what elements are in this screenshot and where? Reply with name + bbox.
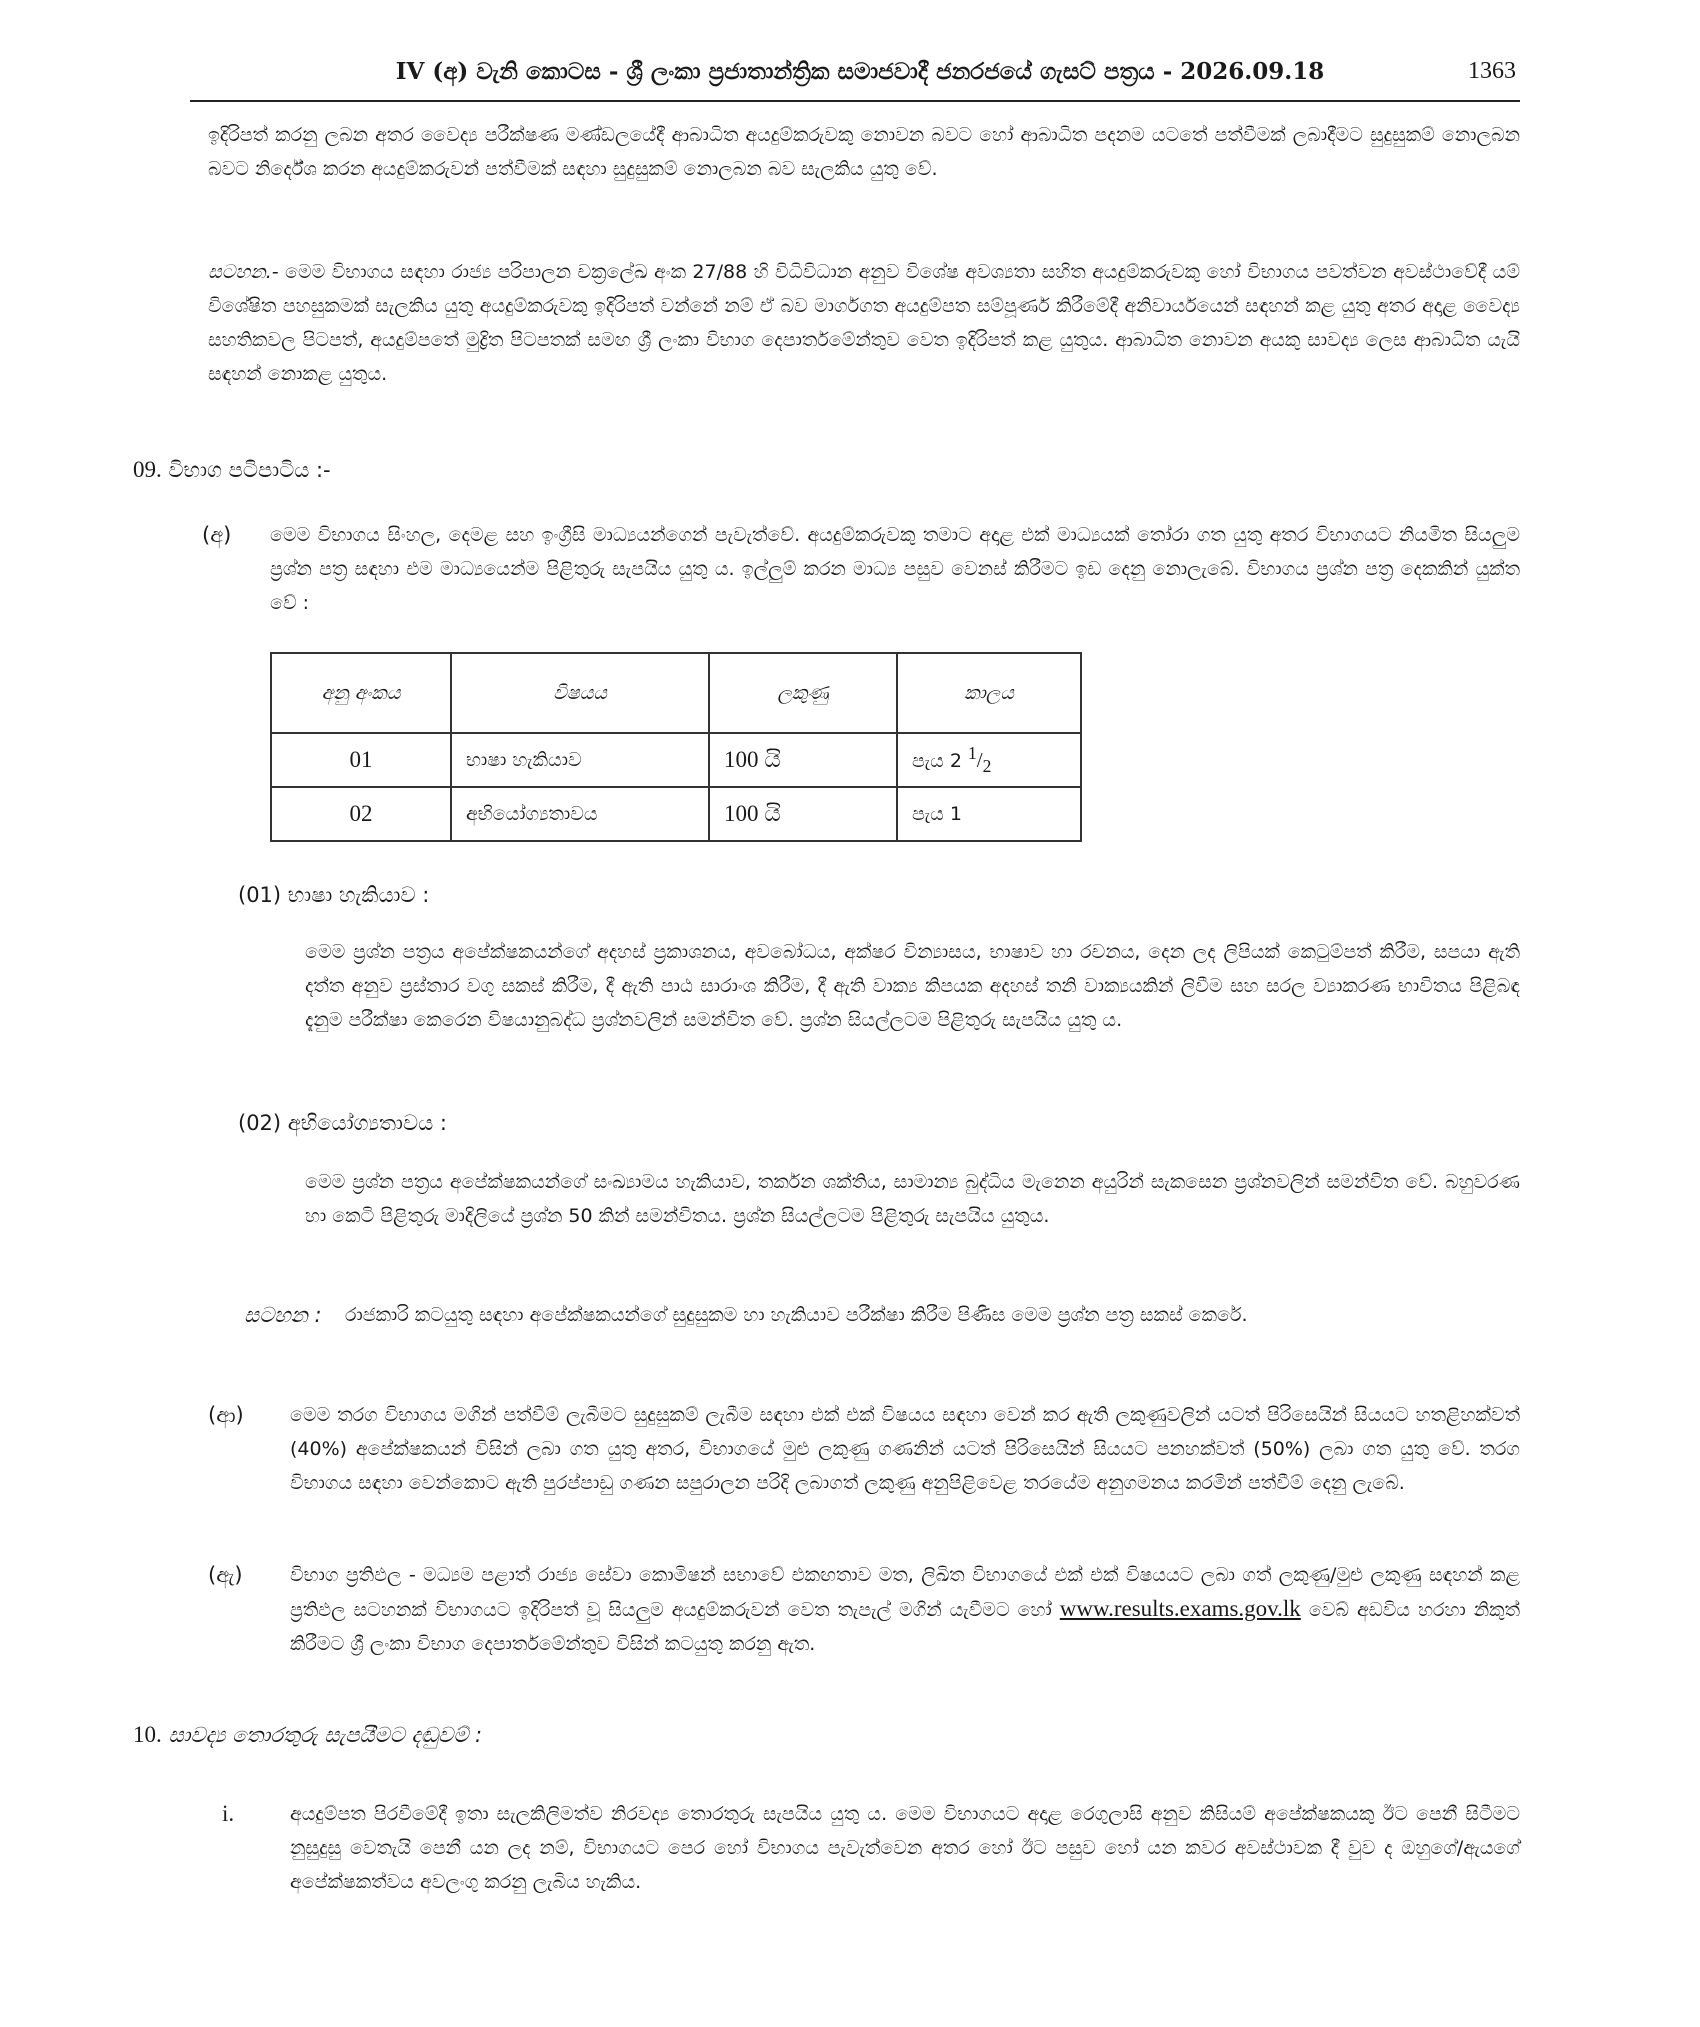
item-aa-marker: (ආ)	[208, 1403, 244, 1427]
section-9-heading	[133, 455, 331, 485]
results-text-after: වෙබ් අඩවිය හරහා නිකුත් කිරීමට ශ්‍රී ලංකා විභාග දෙපාර්තමේන්තුව විසින් කටයුතු කරනු ඇත.	[290, 1599, 1520, 1655]
row-marks: 100 යි	[709, 733, 897, 787]
section-title: සාවද්‍ය තොරතුරු සැපයීමට දඬුවම් :	[168, 1723, 483, 1747]
note-label: සටහන.-	[208, 261, 279, 283]
header-rule	[190, 100, 1520, 102]
section-10-heading	[133, 1720, 482, 1750]
row-subject: භාෂා හැකියාව	[451, 733, 709, 787]
row-time	[897, 733, 1081, 787]
subjects-table	[270, 652, 1082, 842]
item-ae-text	[290, 1558, 1520, 1661]
header-marks: ලකුණු	[709, 653, 897, 733]
note-2-label: සටහන :	[244, 1303, 322, 1327]
note-special-needs	[208, 255, 1520, 391]
paper-1-text: මෙම ප්‍රශ්න පත්‍රය අපේක්ෂකයන්ගේ අදහස් ප්‍රකාශනය, අවබෝධය, අක්ෂර වින්‍යාසය, භාෂාව හා රචනය, දෙන ලද ලිපියක් කෙටුම්පත් කිරීම, සපයා ඇති දත්ත අනුව ප්‍රස්තාර වගු සකස් කිරීම, දී ඇති පාඨ සාරාංශ කිරීම, දී ඇති වාක්‍ය කිපයක අදහස් තනි වාක්‍යයකින් ලිවීම සහ සරල ව්‍යාකරණ භාවිතය පිළිබඳ දැනුම පරීක්ෂා කෙරෙන විෂයානුබද්ධ ප්‍රශ්නවලින් සමන්විත වේ. ප්‍රශ්න සියල්ලටම පිළිතුරු සැපයිය යුතු ය.	[305, 941, 1520, 1031]
row-serial: 01	[271, 733, 451, 787]
note-text: මෙම විභාගය සඳහා රාජ්‍ය පරිපාලන චක්‍රලේඛ අංක 27/88 හි විධිවිධාන අනුව විශේෂ අවශ්‍යතා සහිත අයදුම්කරුවකු හෝ විභාගය පවත්වන අවස්ථාවේදී යම් විශේෂිත පහසුකමක් සැලකිය යුතු අයදුම්කරුවකු ඉදිරිපත් වන්නේ නම් ඒ බව මාර්ගගත අයදුම්පත සම්පූර්ණ කිරීමේදී අනිවාර්යයෙන් සඳහන් කළ යුතු අතර අදාළ වෛද්‍ය සහතිකවල පිටපත්, අයදුම්පතේ මුද්‍රිත පිටපතක් සමඟ ශ්‍රී ලංකා විභාග දෙපාර්තමේන්තුව වෙත ඉදිරිපත් කළ යුතුය. ආබාධිත නොවන අයකු සාවද්‍ය ලෙස ආබාධිත යැයි සඳහන් නොකළ යුතුය.	[208, 261, 1521, 385]
header-serial: අනු අංකය	[271, 653, 451, 733]
results-website-link[interactable]: www.results.exams.gov.lk	[1059, 1596, 1301, 1621]
intro-paragraph: ඉදිරිපත් කරනු ලබන අතර වෛද්‍ය පරීක්ෂණ මණ්ඩලයේදී ආබාධිත අයදුම්කරුවකු නොවන බවට හෝ ආබාධිත පදනම යටතේ පත්වීමක් ලබාදීමට සුදුසුකම් නොලබන බවට නිර්දේශ කරන අයදුම්කරුවන් පත්වීමක් සඳහා සුදුසුකම් නොලබන බව සැලකිය යුතු වේ.	[208, 124, 1520, 180]
header-subject: විෂයය	[451, 653, 709, 733]
header-time: කාලය	[897, 653, 1081, 733]
paper-1-heading: (01) භාෂා හැකියාව :	[238, 883, 430, 907]
item-i-text: අයදුම්පත පිරවීමේදී ඉතා සැලකිලිමත්ව නිරවද්‍ය තොරතුරු සැපයිය යුතු ය. මෙම විභාගයට අදාළ රෙගුලාසි අනුව කිසියම් අපේක්ෂකයකු ඊට පෙනී සිටීමට නුසුදුසු වෙතැයි පෙනී යන ලද නම්, විභාගයට පෙර හෝ විභාගය පැවැත්වෙන අතර හෝ ඊට පසුව හෝ යන කවර අවස්ථාවක දී වුව ද ඔහුගේ/ඇයගේ අපේක්ෂකත්වය අවලංගු කරනු ලැබිය හැකිය.	[290, 1803, 1520, 1893]
gazette-header-title: IV (අ) වැනි කොටස - ශ්‍රී ලංකා ප්‍රජාතාන්ත්‍රික සමාජවාදී ජනරජයේ ගැසට් පත්‍රය - 2026.09.18	[395, 58, 1325, 85]
time-text: පැය 2	[912, 749, 962, 772]
section-number: 10.	[133, 1722, 162, 1747]
table-row	[271, 787, 1081, 841]
item-a-text: මෙම විභාගය සිංහල, දෙමළ සහ ඉංග්‍රීසි මාධ්‍යයන්ගෙන් පැවැත්වේ. අයදුම්කරුවකු තමාට අදාළ එක් මාධ්‍යයක් තෝරා ගත යුතු අතර විභාගයට නියමිත සියලුම ප්‍රශ්න පත්‍ර සඳහා එම මාධ්‍යයෙන්ම පිළිතුරු සැපයිය යුතු ය. ඉල්ලුම් කරන මාධ්‍ය පසුව වෙනස් කිරීමට ඉඩ දෙනු නොලැබේ. විභාගය ප්‍රශ්න පත්‍ර දෙකකින් යුක්ත වේ :	[270, 524, 1520, 614]
time-fraction: $^1/_2$	[968, 742, 992, 777]
item-aa-text: මෙම තරග විභාගය මගින් පත්වීම් ලැබීමට සුදුසුකම් ලැබීම සඳහා එක් එක් විෂයය සඳහා වෙන් කර ඇති ලකුණුවලින් යටත් පිරිසෙයින් සියයට හතළිහක්වත් (40%) අපේක්ෂකයන් විසින් ලබා ගත යුතු අතර, විභාගයේ මුළු ලකුණු ගණනින් යටත් පිරිසෙයින් සියයට පනහක්වත් (50%) ලබා ගත යුතු වේ. තරග විභාගය සඳහා වෙන්කොට ඇති පුරප්පාඩු ගණන සපුරාලන පරිදි ලබාගත් ලකුණු අනුපිළිවෙළ තරයේම අනුගමනය කරමින් පත්වීම් දෙනු ලැබේ.	[290, 1404, 1520, 1494]
item-a-marker: (අ)	[202, 523, 232, 547]
paper-2-heading: (02) අභියෝග්‍යතාවය :	[238, 1111, 447, 1135]
page-number: 1363	[1468, 58, 1516, 84]
item-ae-marker: (ඇ)	[208, 1563, 243, 1587]
row-time: පැය 1	[897, 787, 1081, 841]
section-number: 09.	[133, 457, 162, 482]
results-text-before: විභාග ප්‍රතිඵල - මධ්‍යම පළාත් රාජ්‍ය සේවා කොමිෂන් සභාවේ එකඟතාව මත, ලිඛිත විභාගයේ එක් එක් විෂයයට ලබා ගත් ලකුණු/මුළු ලකුණු සඳහන් කළ ප්‍රතිඵල සටහනක් විභාගයට ඉදිරිපත් වූ සියලුම අයදුම්කරුවන් වෙත තැපැල් මගින් යැවීමට හෝ	[290, 1564, 1520, 1621]
paper-2-text: මෙම ප්‍රශ්න පත්‍රය අපේක්ෂකයන්ගේ සංඛ්‍යාමය හැකියාව, තර්කන ශක්තිය, සාමාන්‍ය බුද්ධිය මැනෙන අයුරින් සැකසෙන ප්‍රශ්නවලින් සමන්විත වේ. බහුවරණ හා කෙටි පිළිතුරු මාදිලියේ ප්‍රශ්න 50 කින් සමන්විතය. ප්‍රශ්න සියල්ලටම පිළිතුරු සැපයිය යුතුය.	[305, 1171, 1520, 1227]
table-row	[271, 733, 1081, 787]
note-2-text: රාජකාරි කටයුතු සඳහා අපේක්ෂකයන්ගේ සුදුසුකම හා හැකියාව පරීක්ෂා කිරීම පිණිස මෙම ප්‍රශ්න පත්‍ර සකස් කෙරේ.	[345, 1304, 1248, 1326]
row-serial: 02	[271, 787, 451, 841]
row-marks: 100 යි	[709, 787, 897, 841]
table-header-row	[271, 653, 1081, 733]
section-title: විභාග පටිපාටිය :-	[168, 458, 331, 482]
row-subject: අභියෝග්‍යතාවය	[451, 787, 709, 841]
item-i-marker: i.	[222, 1801, 235, 1826]
